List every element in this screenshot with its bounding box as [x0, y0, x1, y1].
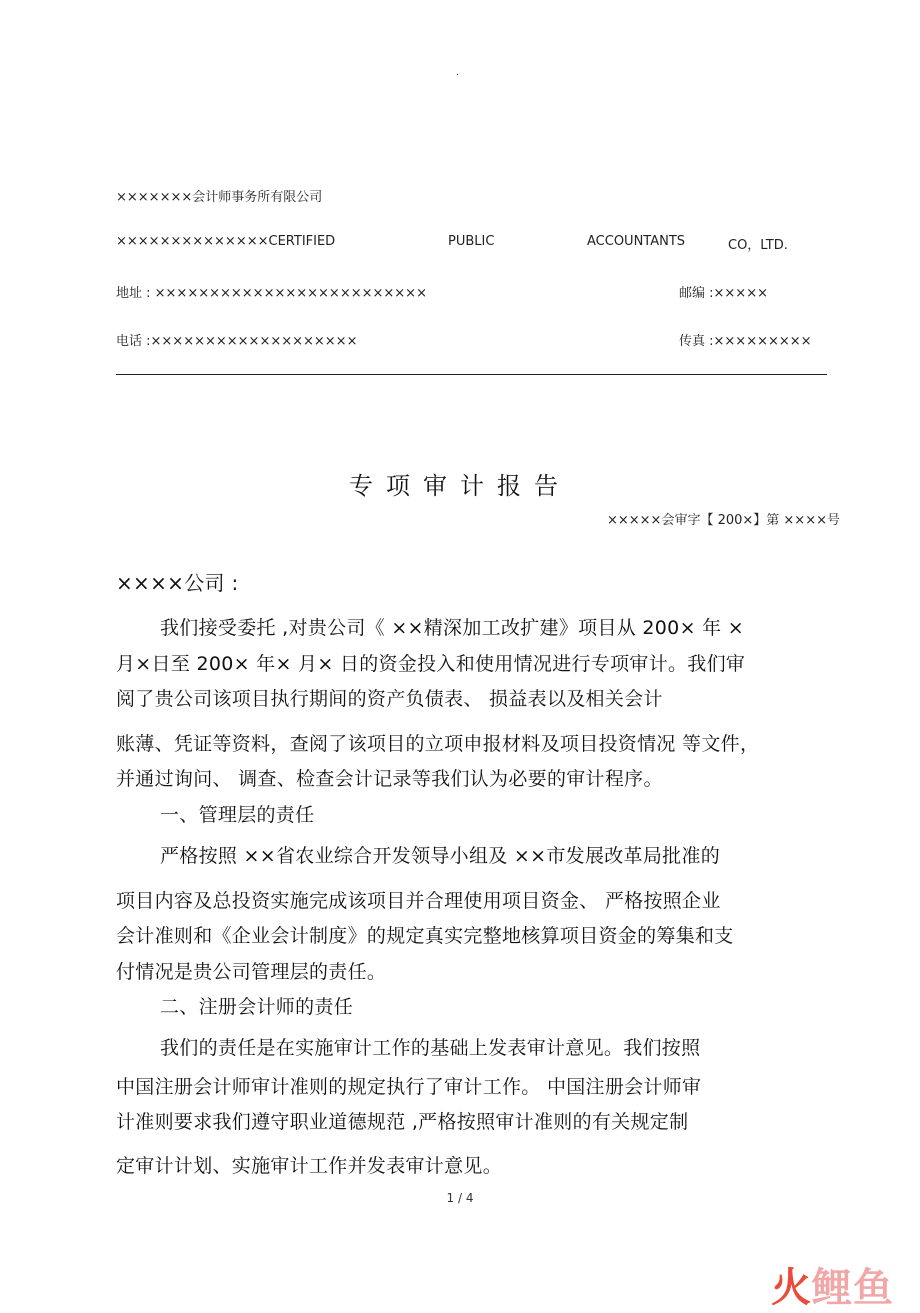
firm-name-en-part3: ACCOUNTANTS	[587, 234, 686, 249]
document-number: ×××××会审字【 200×】第 ××××号	[606, 513, 840, 528]
firm-name-cn: ×××××××会计师事务所有限公司	[116, 190, 323, 205]
page-number: 1 / 4	[446, 1191, 474, 1205]
header-divider	[116, 374, 827, 375]
section-heading: 一、管理层的责任	[160, 804, 315, 826]
fax: 传真 :×××××××××	[679, 334, 812, 349]
body-line: 付情况是贵公司管理层的责任。	[116, 961, 387, 983]
body-line: 我们的责任是在实施审计工作的基础上发表审计意见。我们按照	[160, 1037, 701, 1059]
body-line: 计准则要求我们遵守职业道德规范 ,严格按照审计准则的有关规定制	[116, 1111, 689, 1133]
body-line: 严格按照 ××省农业综合开发领导小组及 ××市发展改革局批准的	[160, 845, 721, 867]
body-line: 定审计计划、实施审计工作并发表审计意见。	[116, 1155, 503, 1177]
firm-name-en-part1: ××××××××××××××CERTIFIED	[116, 234, 336, 249]
watermark-fire: 火	[771, 1265, 812, 1311]
body-line: 我们接受委托 ,对贵公司《 ××精深加工改扩建》项目从 200× 年 ×	[160, 617, 744, 639]
phone: 电话 :×××××××××××××××××××	[116, 334, 358, 349]
firm-name-en-part4: CO，LTD.	[728, 238, 788, 253]
body-line: 会计准则和《企业会计制度》的规定真实完整地核算项目资金的筹集和支	[116, 925, 734, 947]
body-line: 账薄、凭证等资料，查阅了该项目的立项申报材料及项目投资情况 等文件，	[116, 733, 760, 755]
firm-name-en-part2: PUBLIC	[448, 234, 495, 249]
report-title: 专项审计报告	[349, 472, 571, 500]
watermark-carp: 鲤鱼	[812, 1265, 894, 1311]
postcode: 邮编 :×××××	[679, 286, 768, 301]
watermark-logo	[771, 1256, 894, 1313]
body-line: 并通过询问、 调查、检查会计记录等我们认为必要的审计程序。	[116, 768, 663, 790]
body-line: 中国注册会计师审计准则的规定执行了审计工作。 中国注册会计师审	[116, 1076, 702, 1098]
section-heading: 二、注册会计师的责任	[160, 996, 354, 1018]
body-line: 阅了贵公司该项目执行期间的资产负债表、 损益表以及相关会计	[116, 688, 663, 710]
top-mark: ·	[456, 70, 460, 81]
address: 地址 : ×××××××××××××××××××××××××	[116, 286, 427, 301]
body-line: 月×日至 200× 年× 月× 日的资金投入和使用情况进行专项审计。我们审	[116, 653, 746, 675]
body-line: 项目内容及总投资实施完成该项目并合理使用项目资金、 严格按照企业	[116, 890, 721, 912]
addressee: ××××公司 :	[116, 571, 239, 595]
